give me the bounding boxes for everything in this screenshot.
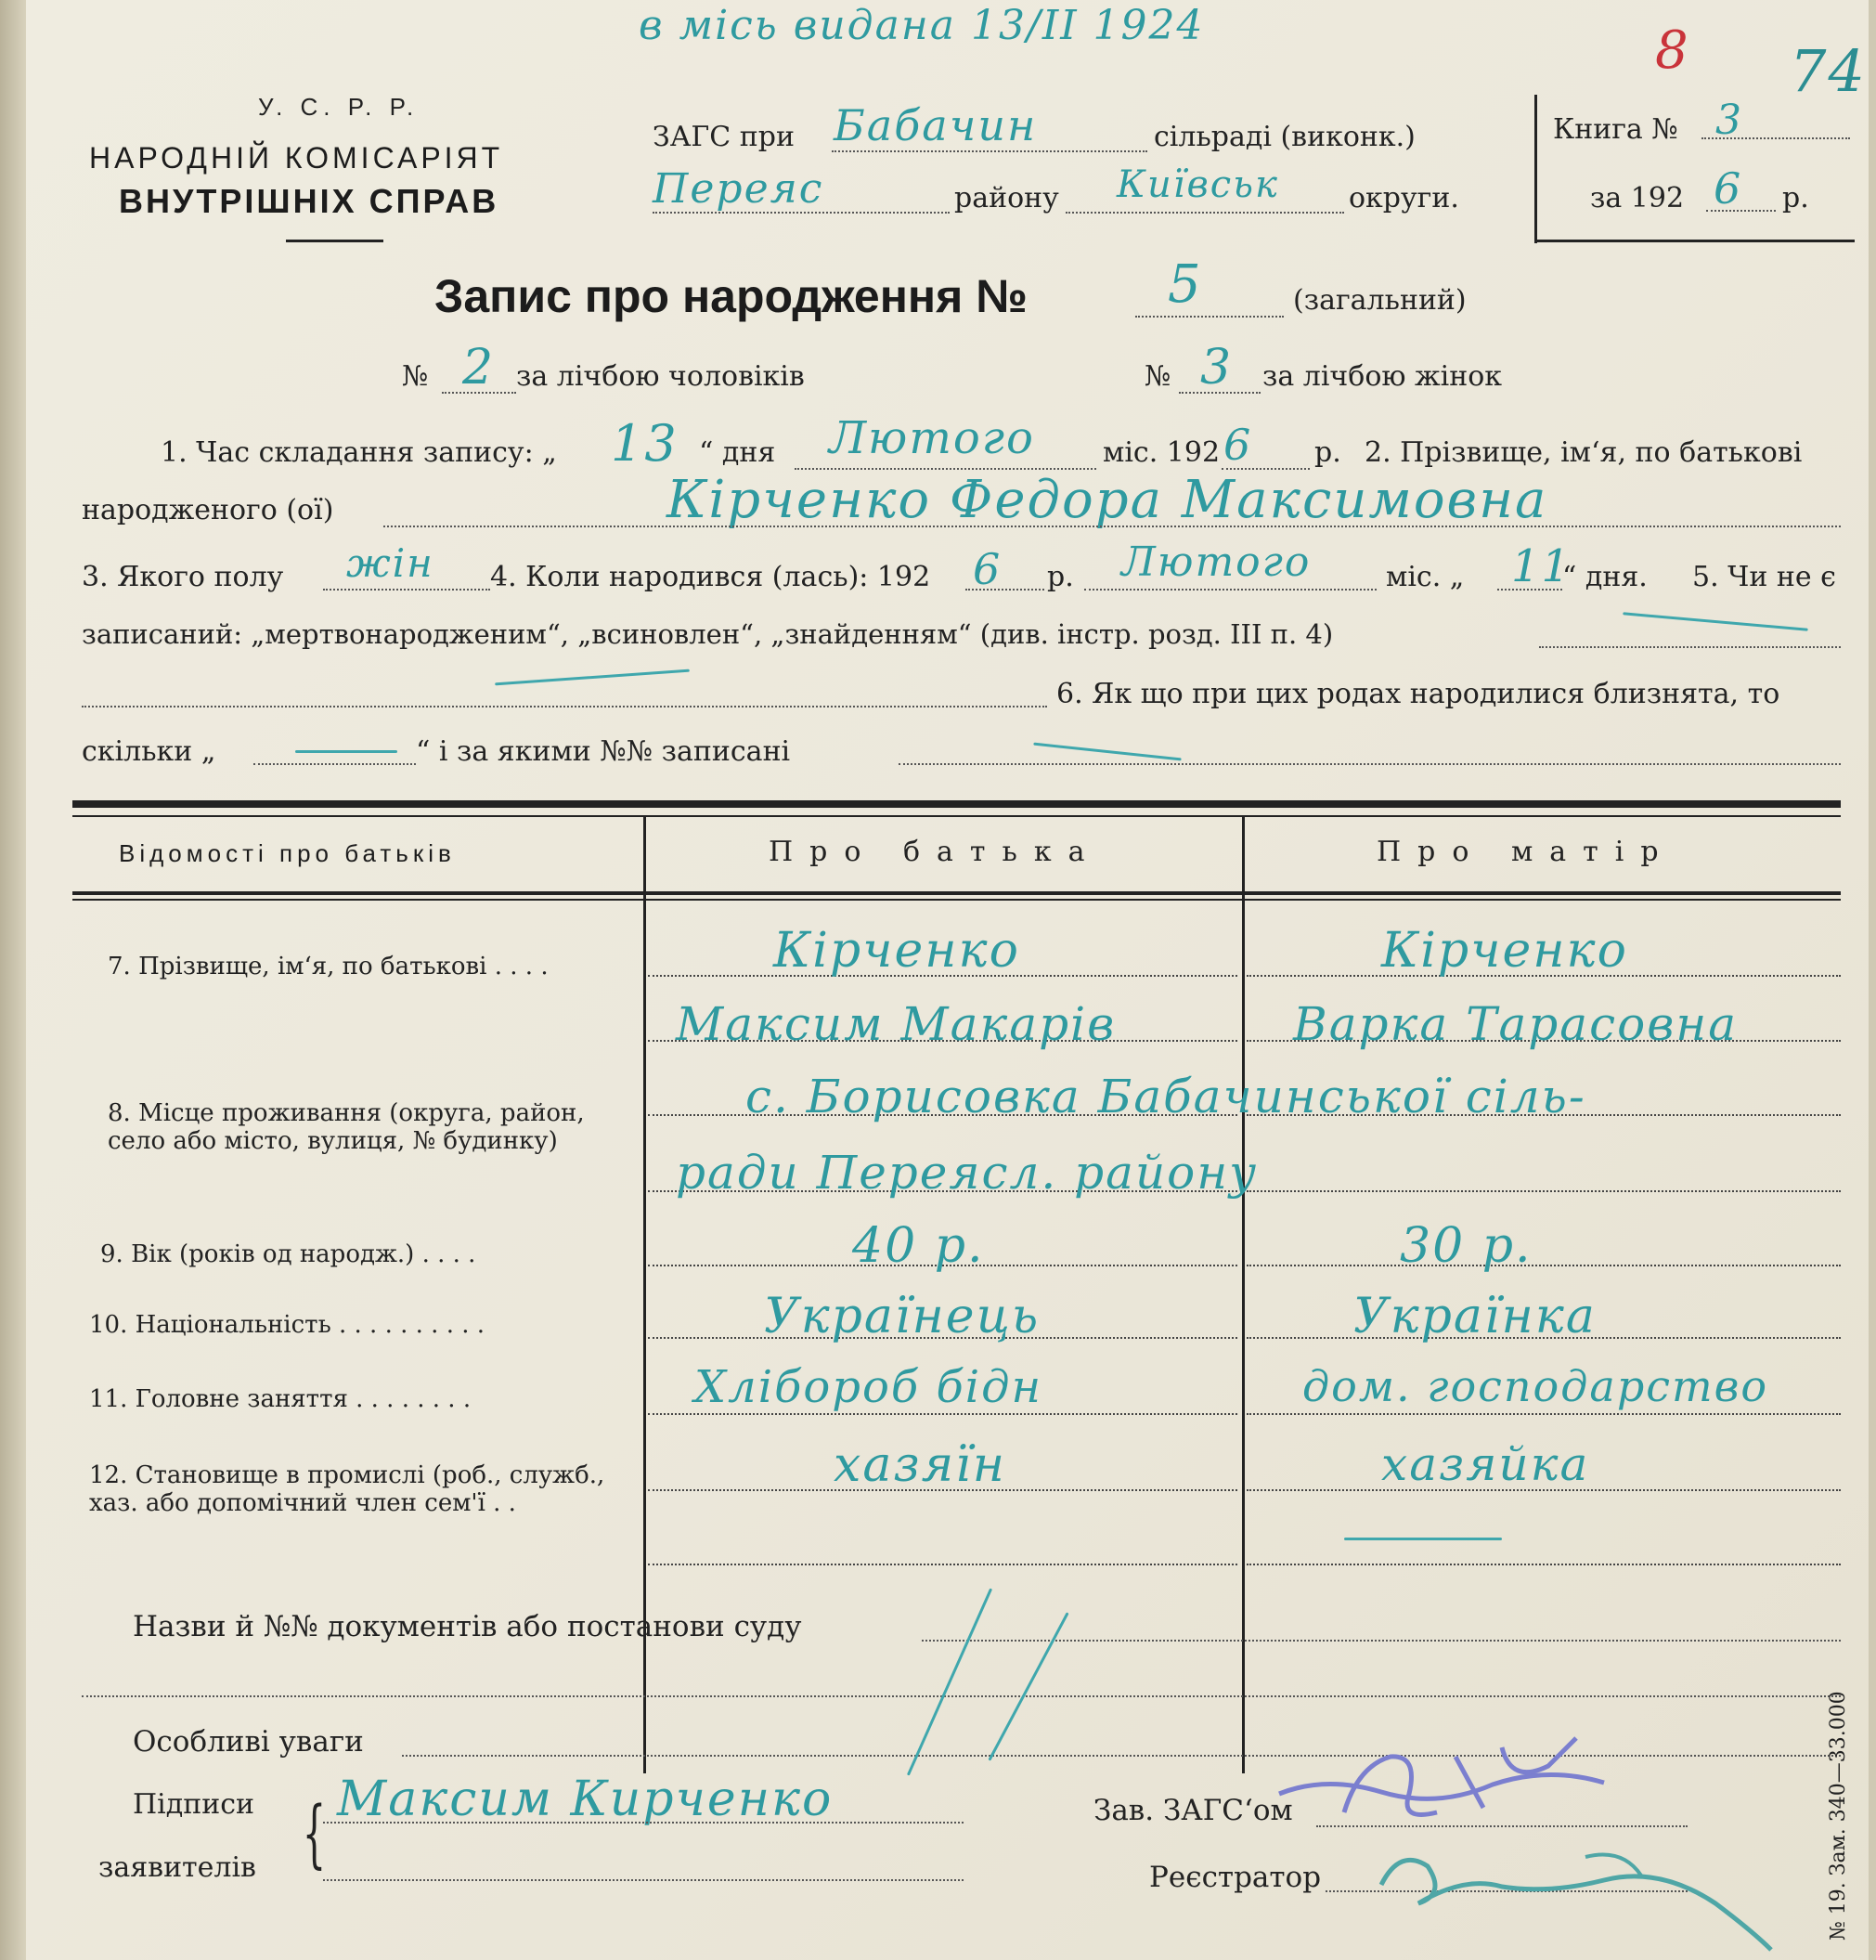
page-number-red: 8 bbox=[1655, 20, 1690, 81]
field-1-month: Лютого bbox=[829, 412, 1035, 464]
mother-line-4 bbox=[1247, 1190, 1841, 1192]
field-2-line bbox=[383, 526, 1841, 527]
father-line-9 bbox=[648, 1564, 1237, 1565]
table-header-rule bbox=[72, 891, 1841, 895]
mother-nationality: Українка bbox=[1353, 1289, 1597, 1344]
field-6-line bbox=[899, 763, 1841, 765]
book-box-bottom bbox=[1534, 240, 1855, 242]
mother-age: 30 р. bbox=[1400, 1218, 1533, 1274]
book-year-digit: 6 bbox=[1714, 163, 1743, 214]
field-4-day: 11 bbox=[1511, 540, 1572, 592]
field-1-day: 13 bbox=[611, 414, 679, 473]
men-count-line bbox=[442, 392, 516, 394]
men-count-suffix: за лічбою чоловіків bbox=[516, 360, 805, 393]
field-2-value: Кірченко Федора Максимовна bbox=[666, 470, 1548, 530]
row-12-label: 12. Становище в промислі (роб., служб., хаз. або допомічний член сем'ї . . bbox=[89, 1461, 605, 1517]
book-year-suffix: р. bbox=[1782, 182, 1809, 214]
record-number-line bbox=[1135, 316, 1284, 318]
women-count-line bbox=[1179, 392, 1261, 394]
birth-record-form bbox=[26, 0, 1869, 1960]
father-age: 40 р. bbox=[852, 1218, 985, 1274]
field-4-label: 4. Коли народився (лась): 192 bbox=[490, 561, 931, 593]
documents-line bbox=[922, 1640, 1841, 1642]
table-header-father: Про батька bbox=[769, 836, 1102, 868]
field-1-label: 1. Час складання запису: „ bbox=[161, 436, 557, 469]
side-print: № 19. Зам. 340—33.000 bbox=[1827, 1691, 1850, 1941]
zags-prefix: ЗАГС при bbox=[653, 121, 795, 153]
father-surname: Кірченко bbox=[773, 923, 1020, 979]
table-top-rule bbox=[72, 800, 1841, 808]
page-number: 74 bbox=[1790, 37, 1867, 105]
field-5-label-b: записаний: „мертвонародженим“, „всиновлен“, „знайденням“ (див. інстр. розд. III п. 4) bbox=[82, 618, 1334, 650]
record-title: Запис про народження № bbox=[434, 270, 1028, 322]
record-number: 5 bbox=[1168, 254, 1203, 315]
ussr-label: У. С. Р. Р. bbox=[258, 93, 420, 121]
row-9-label: 9. Вік (років од народж.) . . . . bbox=[100, 1240, 476, 1268]
field-4-day-suffix: “ дня. bbox=[1562, 561, 1648, 593]
book-number-line bbox=[1701, 137, 1850, 139]
mother-status: хазяйка bbox=[1381, 1437, 1590, 1491]
father-occupation: Хлібороб бідн bbox=[694, 1361, 1043, 1413]
zags-suffix: сільраді (виконк.) bbox=[1154, 121, 1416, 153]
signatures-label-a: Підписи bbox=[133, 1788, 255, 1821]
men-count-prefix: № bbox=[402, 360, 429, 393]
zags-village-line bbox=[832, 150, 1147, 152]
book-box-left bbox=[1534, 95, 1537, 243]
mother-line-7 bbox=[1247, 1413, 1841, 1415]
field-1-year-prefix: міс. 192 bbox=[1103, 436, 1221, 469]
field-6-count-dash bbox=[295, 750, 397, 753]
field-5-dash-2 bbox=[495, 669, 690, 686]
mother-occupation: дом. господарство bbox=[1302, 1361, 1769, 1411]
mother-line-5 bbox=[1247, 1265, 1841, 1266]
women-count: 3 bbox=[1200, 340, 1234, 396]
field-2-label-a: 2. Прізвище, ім‘я, по батькові bbox=[1365, 436, 1803, 469]
district-label: району bbox=[954, 182, 1059, 214]
women-count-prefix: № bbox=[1145, 360, 1171, 393]
book-number: 3 bbox=[1715, 97, 1743, 144]
table-header-mother: Про матір bbox=[1377, 836, 1675, 868]
okrug-label: округи. bbox=[1349, 182, 1459, 214]
documents-line-2 bbox=[82, 1695, 1841, 1697]
mother-surname: Кірченко bbox=[1381, 923, 1628, 979]
registrar-signature bbox=[1363, 1829, 1790, 1959]
signatures-brace: { bbox=[302, 1790, 327, 1876]
table-header-rule-thin bbox=[72, 899, 1841, 901]
district-value: Переяс bbox=[653, 165, 824, 213]
father-status: хазяїн bbox=[834, 1437, 1007, 1493]
field-4-month-line bbox=[1084, 589, 1377, 591]
field-5-dash bbox=[1623, 612, 1808, 630]
field-4-month-suffix: міс. „ bbox=[1386, 561, 1465, 593]
father-line-7 bbox=[648, 1413, 1237, 1415]
head-label: Зав. ЗАГС‘ом bbox=[1093, 1794, 1293, 1827]
field-6-label-b: скільки „ bbox=[82, 735, 216, 768]
field-4-year-suffix: р. bbox=[1047, 561, 1074, 593]
field-6-label-c: “ і за якими №№ записані bbox=[416, 735, 791, 768]
field-3-line bbox=[323, 589, 490, 591]
okrug-line bbox=[1066, 212, 1344, 214]
field-6-count-line bbox=[253, 763, 416, 765]
registrar-label: Реєстратор bbox=[1149, 1861, 1322, 1894]
table-header-info: Відомості про батьків bbox=[119, 839, 456, 867]
row-7-label: 7. Прізвище, ім‘я, по батькові . . . . bbox=[108, 953, 549, 980]
book-year-line bbox=[1706, 210, 1776, 212]
mother-line-9 bbox=[1247, 1564, 1841, 1565]
remarks-slash-1 bbox=[988, 1612, 1068, 1760]
field-2-label-b: народженого (ої) bbox=[82, 494, 334, 526]
field-4-day-line bbox=[1497, 589, 1562, 591]
field-5-line-2 bbox=[82, 706, 1047, 707]
documents-label: Назви й №№ документів або постанови суду bbox=[133, 1610, 802, 1643]
okrug-value: Київськ bbox=[1117, 163, 1279, 206]
record-suffix: (загальний) bbox=[1293, 284, 1467, 317]
father-nationality: Українець bbox=[764, 1289, 1041, 1344]
signature-line-2 bbox=[323, 1879, 964, 1881]
head-signature bbox=[1270, 1729, 1660, 1840]
women-count-suffix: за лічбою жінок bbox=[1262, 360, 1503, 393]
header-divider bbox=[286, 240, 383, 242]
zags-village: Бабачин bbox=[834, 100, 1038, 150]
applicant-signature: Максим Кирченко bbox=[337, 1772, 834, 1827]
district-line bbox=[653, 212, 950, 214]
signature-line-1 bbox=[323, 1822, 964, 1824]
field-3-label: 3. Якого полу bbox=[82, 561, 284, 593]
row-8-label: 8. Місце проживання (округа, район, село або місто, вулиця, № будинку) bbox=[108, 1099, 585, 1155]
field-3-value: жін bbox=[346, 540, 434, 586]
book-year-prefix: за 192 bbox=[1590, 182, 1685, 214]
binding-edge bbox=[0, 0, 26, 1960]
row-11-label: 11. Головне заняття . . . . . . . . bbox=[89, 1385, 472, 1413]
table-col-divider-2 bbox=[1242, 817, 1245, 1773]
field-4-year-line bbox=[965, 589, 1044, 591]
field-6-dash bbox=[1033, 743, 1181, 761]
top-handwritten-note: в місь видана 13/II 1924 bbox=[639, 2, 1205, 49]
field-1-year-digit: 6 bbox=[1223, 420, 1253, 470]
field-4-month: Лютого bbox=[1121, 539, 1312, 586]
field-6-label-a: 6. Як що при цих родах народилися близнята, то bbox=[1056, 678, 1780, 710]
ministry-label: ВНУТРІШНІХ СПРАВ bbox=[119, 182, 499, 220]
men-count: 2 bbox=[462, 340, 496, 396]
book-label: Книга № bbox=[1553, 113, 1678, 146]
field-1-day-suffix: “ дня bbox=[699, 436, 776, 469]
remarks-slash-2 bbox=[907, 1588, 992, 1775]
field-4-year-digit: 6 bbox=[973, 544, 1003, 594]
field-1-year-suffix: р. bbox=[1314, 436, 1341, 469]
field-5-label-a: 5. Чи не є bbox=[1692, 561, 1836, 593]
father-name: Максим Макарів bbox=[676, 997, 1117, 1051]
father-residence-2: ради Переясл. району bbox=[676, 1146, 1259, 1200]
remarks-label: Особливі уваги bbox=[133, 1725, 364, 1759]
mother-blank-dash bbox=[1344, 1538, 1502, 1540]
row-10-label: 10. Національність . . . . . . . . . . bbox=[89, 1311, 485, 1339]
table-top-rule-thin bbox=[72, 815, 1841, 817]
father-residence-1: с. Борисовка Бабачинської сіль- bbox=[745, 1070, 1586, 1123]
mother-name: Варка Тарасовна bbox=[1293, 997, 1739, 1051]
commissariat-label: НАРОДНІЙ КОМІСАРІЯТ bbox=[89, 141, 504, 175]
field-5-line bbox=[1539, 646, 1841, 648]
signatures-label-b: заявителів bbox=[98, 1851, 256, 1884]
